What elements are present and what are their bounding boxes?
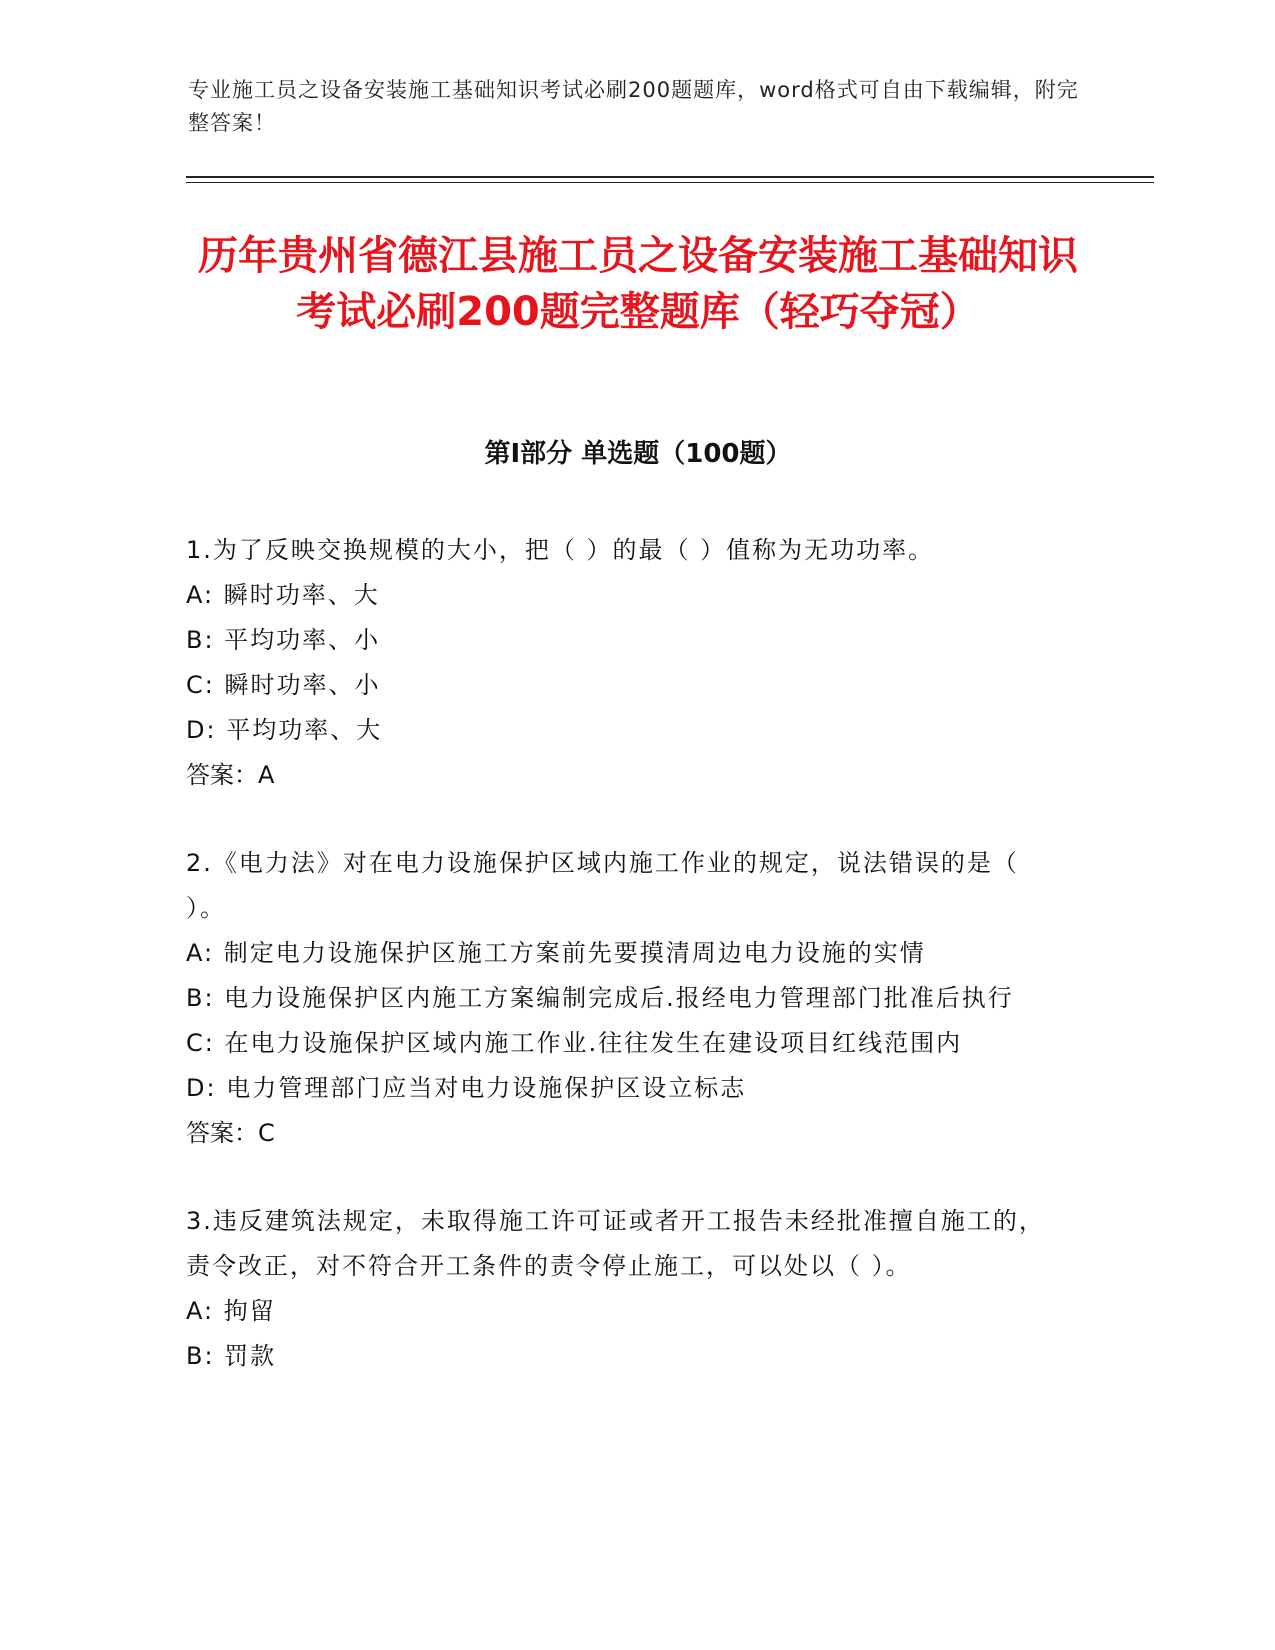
question-option-a: A: 瞬时功率、大 (186, 581, 380, 609)
question-stem: 2.《电力法》对在电力设施保护区域内施工作业的规定，说法错误的是（ ）。 (186, 849, 1019, 922)
question-option-b: B: 电力设施保护区内施工方案编制完成后.报经电力管理部门批准后执行 (186, 984, 1014, 1012)
question-1 (186, 528, 1066, 798)
question-2 (186, 841, 1066, 1156)
question-option-d: D: 平均功率、大 (186, 716, 383, 744)
header-rule-thin (186, 182, 1154, 183)
question-option-c: C: 在电力设施保护区域内施工作业.往往发生在建设项目红线范围内 (186, 1029, 963, 1057)
section-title: 第Ⅰ部分 单选题（100题） (484, 439, 792, 469)
question-option-b: B: 平均功率、小 (186, 626, 381, 654)
question-option-a: A: 拘留 (186, 1297, 276, 1325)
header-note: 专业施工员之设备安装施工基础知识考试必刷200题题库，word格式可自由下载编辑，附完整答案！ (188, 78, 1079, 135)
question-option-b: B: 罚款 (186, 1342, 277, 1370)
question-option-a: A: 制定电力设施保护区施工方案前先要摸清周边电力设施的实情 (186, 939, 926, 967)
question-stem: 3.违反建筑法规定，未取得施工许可证或者开工报告未经批准擅自施工的，责令改正，对不符合开工条件的责令停止施工，可以处以（ ）。 (186, 1207, 1045, 1280)
question-3 (186, 1199, 1066, 1379)
question-answer: 答案：A (186, 761, 275, 789)
question-answer: 答案：C (186, 1119, 275, 1147)
question-stem: 1.为了反映交换规模的大小，把（ ）的最（ ）值称为无功功率。 (186, 536, 935, 564)
header-rule-thick (186, 176, 1154, 178)
question-list (186, 528, 1066, 1422)
document-title: 历年贵州省德江县施工员之设备安装施工基础知识考试必刷200题完整题库（轻巧夺冠） (198, 233, 1078, 335)
question-option-c: C: 瞬时功率、小 (186, 671, 381, 699)
question-option-d: D: 电力管理部门应当对电力设施保护区设立标志 (186, 1074, 747, 1102)
